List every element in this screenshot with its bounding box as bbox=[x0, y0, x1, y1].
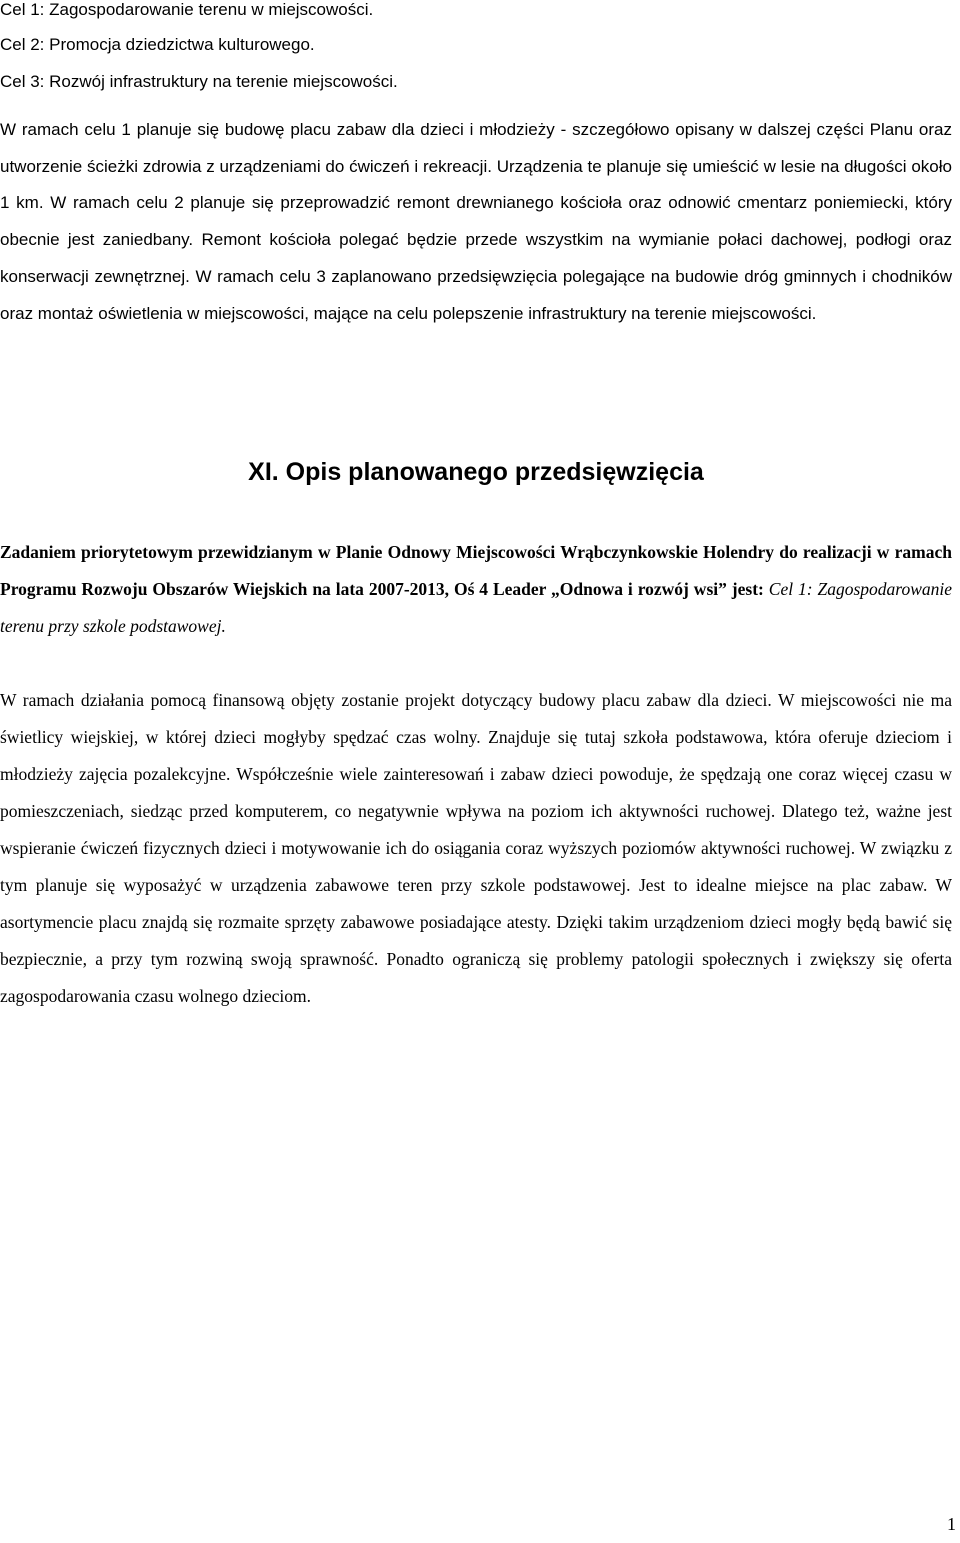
section-heading: XI. Opis planowanego przedsięwzięcia bbox=[248, 458, 704, 486]
priority-paragraph bbox=[0, 534, 952, 645]
priority-goal-text: Cel 1: Zagospodarowanie terenu przy szkole podstawowej. bbox=[0, 579, 952, 636]
goal-3-line: Cel 3: Rozwój infrastruktury na terenie miejscowości. bbox=[0, 72, 398, 91]
intro-paragraph: W ramach celu 1 planuje się budowę placu zabaw dla dzieci i młodzieży - szczegółowo opisany w dalszej części Planu oraz utworzenie ścieżki zdrowia z urządzeniami do ćwiczeń i rekreacji. Urządzenia te planuje się umieścić w lesie na długości około 1 km. W ramach celu 2 planuje się przeprowadzić remont drewnianego kościoła oraz odnowić cmentarz poniemiecki, który obecnie jest zaniedbany. Remont kościoła polegać będzie przede wszystkim na wymianie połaci dachowej, podłogi oraz konserwacji zewnętrznej. W ramach celu 3 zaplanowano przedsięwzięcia polegające na budowie dróg gminnych i chodników oraz montaż oświetlenia w miejscowości, mające na celu polepszenie infrastruktury na terenie miejscowości. bbox=[0, 120, 952, 323]
goal-2-line: Cel 2: Promocja dziedzictwa kulturowego. bbox=[0, 35, 315, 54]
goal-1-line: Cel 1: Zagospodarowanie terenu w miejscowości. bbox=[0, 0, 374, 19]
body-paragraph: W ramach działania pomocą finansową objęty zostanie projekt dotyczący budowy placu zabaw dla dzieci. W miejscowości nie ma świetlicy wiejskiej, w której dzieci mogłyby spędzać czas wolny. Znajduje się tutaj szkoła podstawowa, która oferuje dzieciom i młodzieży zajęcia pozalekcyjne. Współcześnie wiele zainteresowań i zabaw dzieci powoduje, że spędzają one coraz więcej czasu w pomieszczeniach, siedząc przed komputerem, co negatywnie wpływa na poziom ich aktywności ruchowej. Dlatego też, ważne jest wspieranie ćwiczeń fizycznych dzieci i motywowanie ich do osiągania coraz wyższych poziomów aktywności ruchowej. W związku z tym planuje się wyposażyć w urządzenia zabawowe teren przy szkole podstawowej. Jest to idealne miejsce na plac zabaw. W asortymencie placu znajdą się rozmaite sprzęty zabawowe posiadające atesty. Dzięki takim urządzeniom dzieci mogły będą bawić się bezpiecznie, a przy tym rozwiną swoją sprawność. Ponadto ograniczą się problemy patologii społecznych i zwiększy się oferta zagospodarowania czasu wolnego dzieciom. bbox=[0, 690, 952, 1006]
priority-bold-text: Zadaniem priorytetowym przewidzianym w Planie Odnowy Miejscowości Wrąbczynkowskie Holendry do realizacji w ramach Programu Rozwoju Obszarów Wiejskich na lata 2007-2013, Oś 4 Leader „Odnowa i rozwój wsi” jest: bbox=[0, 542, 952, 599]
page-number: 1 bbox=[947, 1514, 956, 1534]
